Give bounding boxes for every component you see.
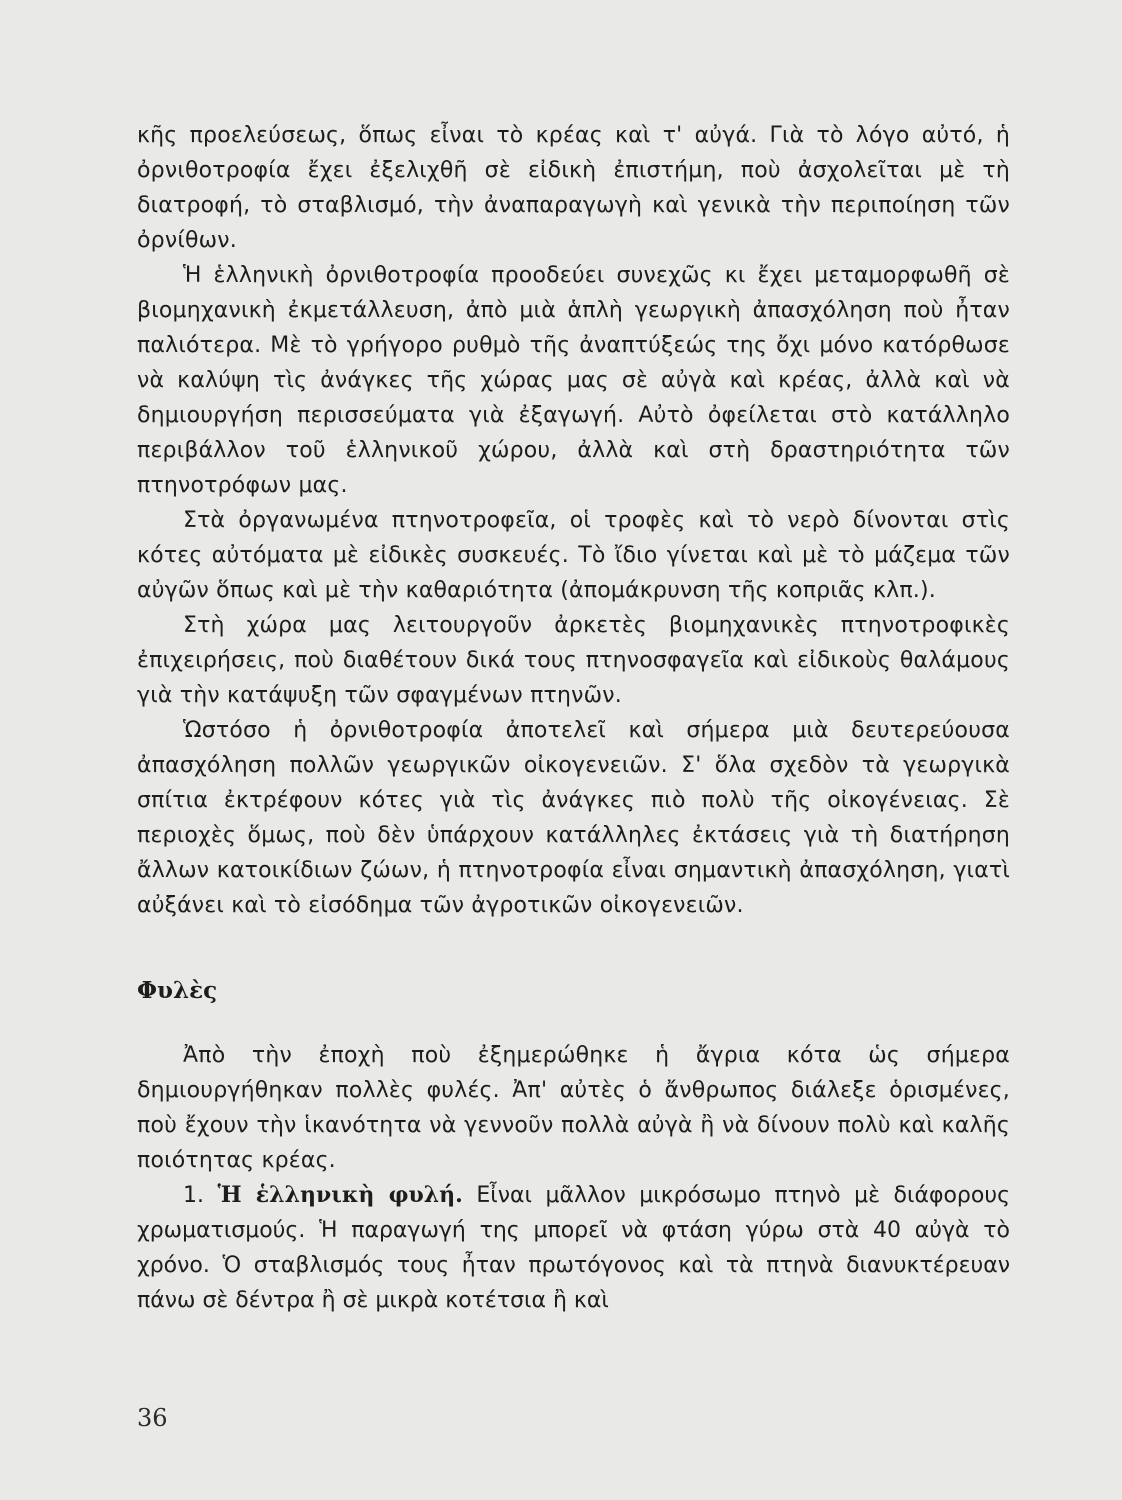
page-content <box>137 118 1010 1318</box>
item-title: Ἡ ἑλληνικὴ φυλή. <box>217 1182 463 1208</box>
section-heading-breeds: Φυλὲς <box>137 977 218 1004</box>
paragraph-secondary-occupation: Ὡστόσο ἡ ὀρνιθοτροφία ἀποτελεῖ καὶ σήμερα μιὰ δευτερεύουσα ἀπασχόληση πολλῶν γεωργικῶν οἰκογενειῶν. Σ' ὅλα σχεδὸν τὰ γεωργικὰ σπίτια ἐκτρέφουν κότες γιὰ τὶς ἀνάγκες πιὸ πολὺ τῆς οἰκογένειας. Σὲ περιοχὲς ὅμως, ποὺ δὲν ὑπάρχουν κατάλληλες ἐκτάσεις γιὰ τὴ διατήρηση ἄλλων κατοικίδιων ζώων, ἡ πτηνοτροφία εἶναι σημαντικὴ ἀπασχόληση, γιατὶ αὐξάνει καὶ τὸ εἰσόδημα τῶν ἀγροτικῶν οἰκογενειῶν. <box>137 718 1010 918</box>
paragraph-greek-poultry-farming: Ἡ ἑλληνικὴ ὀρνιθοτροφία προοδεύει συνεχῶς κι ἔχει μεταμορφωθῆ σὲ βιομηχανικὴ ἐκμετάλλευση, ἀπὸ μιὰ ἁπλὴ γεωργικὴ ἀπασχόληση ποὺ ἦταν παλιότερα. Μὲ τὸ γρήγορο ρυθμὸ τῆς ἀναπτύξεώς της ὄχι μόνο κατόρθωσε νὰ καλύψη τὶς ἀνάγκες τῆς χώρας μας σὲ αὐγὰ καὶ κρέας, ἀλλὰ καὶ νὰ δημιουργήση περισσεύματα γιὰ ἐξαγωγή. Αὐτὸ ὀφείλεται στὸ κατάλληλο περιβάλλον τοῦ ἑλληνικοῦ χώρου, ἀλλὰ καὶ στὴ δραστηριότητα τῶν πτηνοτρόφων μας. <box>137 263 1010 498</box>
paragraph-industrial-enterprises: Στὴ χώρα μας λειτουργοῦν ἀρκετὲς βιομηχανικὲς πτηνοτροφικὲς ἐπιχειρήσεις, ποὺ διαθέτουν δικά τους πτηνοσφαγεῖα καὶ εἰδικοὺς θαλάμους γιὰ τὴν κατάψυξη τῶν σφαγμένων πτηνῶν. <box>137 613 1010 708</box>
item-text: Εἶναι μᾶλλον μικρόσωμο πτηνὸ μὲ διάφορους χρωματισμούς. Ἡ παραγωγή της μπορεῖ νὰ φτάση γύρω στὰ 40 αὐγὰ τὸ χρόνο. Ὁ σταβλισμός τους ἦταν πρωτόγονος καὶ τὰ πτηνὰ διανυκτέρευαν πάνω σὲ δέντρα ἢ σὲ μικρὰ κοτέτσια ἢ καὶ <box>137 1183 1011 1313</box>
list-item-greek-breed <box>137 1178 1010 1318</box>
paragraph-organized-farms: Στὰ ὀργανωμένα πτηνοτροφεῖα, οἱ τροφὲς καὶ τὸ νερὸ δίνονται στὶς κότες αὐτόματα μὲ εἰδικὲς συσκευές. Τὸ ἴδιο γίνεται καὶ μὲ τὸ μάζεμα τῶν αὐγῶν ὅπως καὶ μὲ τὴν καθαριότητα (ἀπομάκρυνση τῆς κοπριᾶς κλπ.). <box>137 508 1010 603</box>
page-number: 36 <box>137 1404 168 1432</box>
paragraph-continuation: κῆς προελεύσεως, ὅπως εἶναι τὸ κρέας καὶ τ' αὐγά. Γιὰ τὸ λόγο αὐτό, ἡ ὀρνιθοτροφία ἔχει ἐξελιχθῆ σὲ εἰδικὴ ἐπιστήμη, ποὺ ἀσχολεῖται μὲ τὴ διατροφή, τὸ σταβλισμό, τὴν ἀναπαραγωγὴ καὶ γενικὰ τὴν περιποίηση τῶν ὀρνίθων. <box>137 123 1010 253</box>
item-number: 1. <box>183 1183 204 1208</box>
paragraph-breeds-intro: Ἀπὸ τὴν ἐποχὴ ποὺ ἐξημερώθηκε ἡ ἄγρια κότα ὡς σήμερα δημιουργήθηκαν πολλὲς φυλές. Ἀπ' αὐτὲς ὁ ἄνθρωπος διάλεξε ὁρισμένες, ποὺ ἔχουν τὴν ἱκανότητα νὰ γεννοῦν πολλὰ αὐγὰ ἢ νὰ δίνουν πολὺ καὶ καλῆς ποιότητας κρέας. <box>137 1043 1010 1173</box>
